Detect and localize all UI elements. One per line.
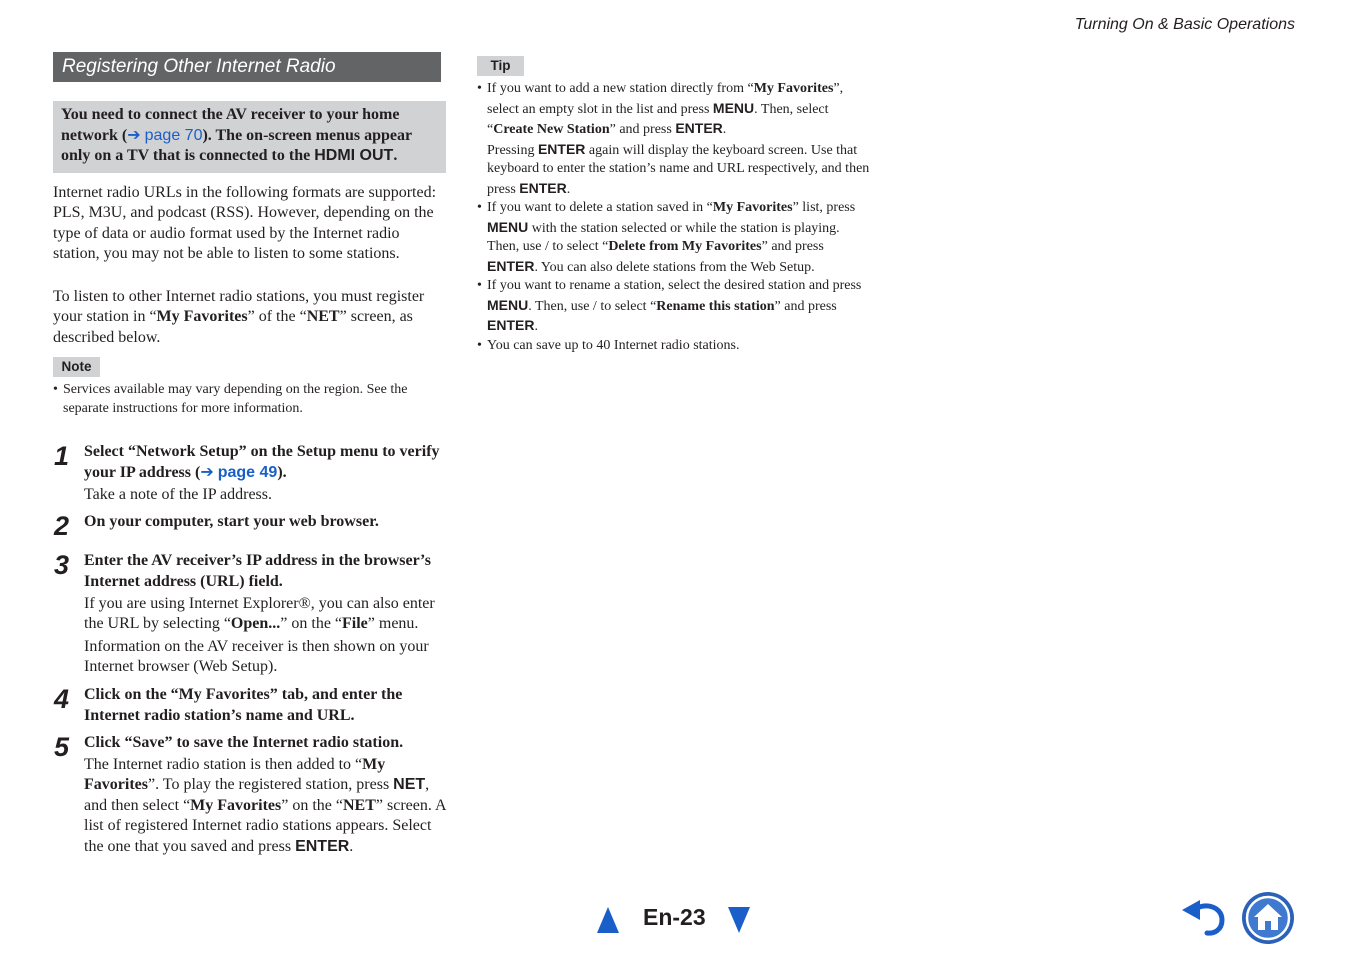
step-number-4: 4 bbox=[54, 684, 70, 714]
hdmi-out-keyword: HDMI OUT bbox=[314, 147, 394, 164]
tip-text: / bbox=[592, 298, 601, 314]
tip-text: ” and press bbox=[609, 122, 676, 137]
page-70-link[interactable]: page 70 bbox=[144, 126, 203, 144]
tip-text: ”, select an empty slot in the list and press bbox=[487, 81, 844, 117]
step-5-text: ” on the “ bbox=[281, 796, 343, 814]
create-new-station-keyword: Create New Station bbox=[493, 122, 610, 137]
my-favorites-keyword: My Favorites bbox=[712, 200, 793, 215]
tip-text: ” and press bbox=[761, 239, 824, 254]
tip-text: with the station selected or while the station is playing. Then, use bbox=[487, 220, 840, 254]
my-favorites-keyword: My Favorites bbox=[84, 756, 386, 794]
step-5-body bbox=[84, 755, 446, 857]
step-number-1: 1 bbox=[54, 441, 70, 471]
step-5-heading: Click “Save” to save the Internet radio station. bbox=[84, 734, 404, 751]
enter-button-keyword: ENTER bbox=[487, 257, 535, 274]
step-3-heading: Enter the AV receiver’s IP address in the browser’s Internet address (URL) field. bbox=[84, 552, 431, 590]
tip-list bbox=[477, 80, 872, 355]
intro-paragraph-2 bbox=[53, 287, 445, 348]
intro-text: ” of the “ bbox=[247, 308, 307, 326]
file-keyword: File bbox=[342, 615, 368, 633]
note-label: Note bbox=[53, 357, 100, 377]
requirement-text-2: ). The on-screen menus appear only on a TV that is connected to the bbox=[61, 126, 412, 164]
tip-text: ” and press bbox=[774, 298, 837, 314]
step-3-text: ” menu. bbox=[367, 615, 419, 633]
enter-button-keyword: ENTER bbox=[675, 120, 723, 136]
tip-text: again will display the keyboard screen. Use that keyboard to enter the station’s name and URL respectively, and then press bbox=[487, 142, 870, 197]
menu-button-keyword: MENU bbox=[487, 296, 529, 313]
tip-item-1 bbox=[477, 80, 872, 199]
tip-text: . Then, use bbox=[528, 298, 593, 314]
tip-text: If you want to delete a station saved in “ bbox=[487, 200, 713, 215]
step-1-text: Select “Network Setup” on the Setup menu to verify your IP address ( bbox=[84, 443, 440, 481]
my-favorites-keyword: My Favorites bbox=[156, 308, 248, 326]
page-49-link[interactable]: page 49 bbox=[217, 463, 278, 481]
intro-text: ” screen, as described below. bbox=[53, 308, 413, 346]
tip-label: Tip bbox=[477, 56, 524, 76]
tip-text: to select “ bbox=[552, 239, 609, 254]
home-icon[interactable] bbox=[1241, 891, 1295, 945]
note-item: • Services available may vary depending on the region. See the separate instructions for more information. bbox=[53, 381, 453, 418]
tip-text: . You can also delete stations from the Web Setup. bbox=[534, 259, 815, 275]
tip-text: to select “ bbox=[600, 298, 657, 314]
enter-button-keyword: ENTER bbox=[295, 837, 350, 855]
step-5-text: ” screen. A list of registered Internet radio stations appears. Select the one that you saved and press bbox=[84, 796, 446, 855]
open-keyword: Open... bbox=[230, 615, 281, 633]
enter-button-keyword: ENTER bbox=[537, 140, 586, 157]
menu-button-keyword: MENU bbox=[487, 218, 529, 235]
tip-text: . Then, select “ bbox=[487, 101, 829, 137]
step-5-text: , and then select “ bbox=[84, 776, 430, 814]
tip-item-3 bbox=[477, 277, 872, 337]
requirement-text: You need to connect the AV receiver to your home network ( bbox=[61, 106, 400, 144]
tip-text: . bbox=[566, 181, 571, 197]
intro-text: To listen to other Internet radio stations, you must register your station in “ bbox=[53, 288, 425, 326]
tip-text: . bbox=[534, 319, 538, 334]
tip-text: Pressing bbox=[487, 142, 538, 158]
tip-text: If you want to add a new station directly from “ bbox=[487, 81, 754, 96]
tip-text: . bbox=[722, 122, 727, 137]
up-triangle-icon[interactable] bbox=[596, 906, 620, 934]
rename-station-keyword: Rename this station bbox=[656, 298, 775, 314]
my-favorites-keyword: My Favorites bbox=[190, 796, 282, 814]
requirement-box bbox=[53, 101, 446, 173]
intro-paragraph-1: Internet radio URLs in the following formats are supported: PLS, M3U, and podcast (RSS). However, depending on the type of data or audio format used by the Internet radio station, you may not be able to listen to some stations. bbox=[53, 184, 437, 263]
menu-button-keyword: MENU bbox=[712, 99, 755, 116]
tip-item-2 bbox=[477, 199, 872, 277]
step-3-text: ” on the “ bbox=[280, 615, 343, 633]
net-button-keyword: NET bbox=[393, 776, 426, 794]
down-triangle-icon[interactable] bbox=[727, 906, 751, 934]
step-5-text: ”. To play the registered station, press bbox=[147, 776, 394, 794]
step-2-heading: On your computer, start your web browser. bbox=[84, 513, 379, 530]
tip-text: ” list, press bbox=[792, 200, 856, 215]
tip-item-4: • You can save up to 40 Internet radio stations. bbox=[477, 337, 872, 356]
back-arrow-icon[interactable] bbox=[1180, 896, 1228, 938]
page-link-arrow[interactable]: ➔ bbox=[127, 126, 141, 144]
requirement-text-3: . bbox=[393, 147, 398, 164]
page-number: En-23 bbox=[643, 904, 706, 930]
step-1-body: Take a note of the IP address. bbox=[84, 486, 272, 503]
step-3-body-2: Information on the AV receiver is then shown on your Internet browser (Web Setup). bbox=[84, 638, 429, 676]
net-keyword: NET bbox=[343, 796, 376, 814]
step-1-heading bbox=[84, 442, 446, 483]
step-3-text: If you are using Internet Explorer®, you can also enter the URL by selecting “ bbox=[84, 595, 435, 633]
my-favorites-keyword: My Favorites bbox=[753, 81, 834, 96]
enter-button-keyword: ENTER bbox=[487, 317, 535, 333]
delete-from-favorites-keyword: Delete from My Favorites bbox=[608, 239, 762, 254]
step-5-text: The Internet radio station is then added to “ bbox=[84, 756, 363, 773]
step-number-5: 5 bbox=[54, 732, 70, 762]
tip-text: / bbox=[544, 239, 553, 254]
section-title: Registering Other Internet Radio bbox=[53, 52, 441, 82]
enter-button-keyword: ENTER bbox=[519, 179, 567, 196]
step-number-3: 3 bbox=[54, 550, 70, 580]
step-3-body-1 bbox=[84, 594, 446, 635]
step-number-2: 2 bbox=[54, 511, 70, 541]
step-1-text: ). bbox=[277, 463, 287, 481]
page-header-title: Turning On & Basic Operations bbox=[1074, 16, 1295, 33]
net-keyword: NET bbox=[306, 308, 340, 326]
page-link-arrow[interactable]: ➔ bbox=[200, 463, 214, 481]
tip-text: If you want to rename a station, select the desired station and press bbox=[487, 278, 862, 293]
step-4-heading: Click on the “My Favorites” tab, and enter the Internet radio station’s name and URL. bbox=[84, 686, 403, 724]
step-5-text: . bbox=[349, 837, 354, 855]
